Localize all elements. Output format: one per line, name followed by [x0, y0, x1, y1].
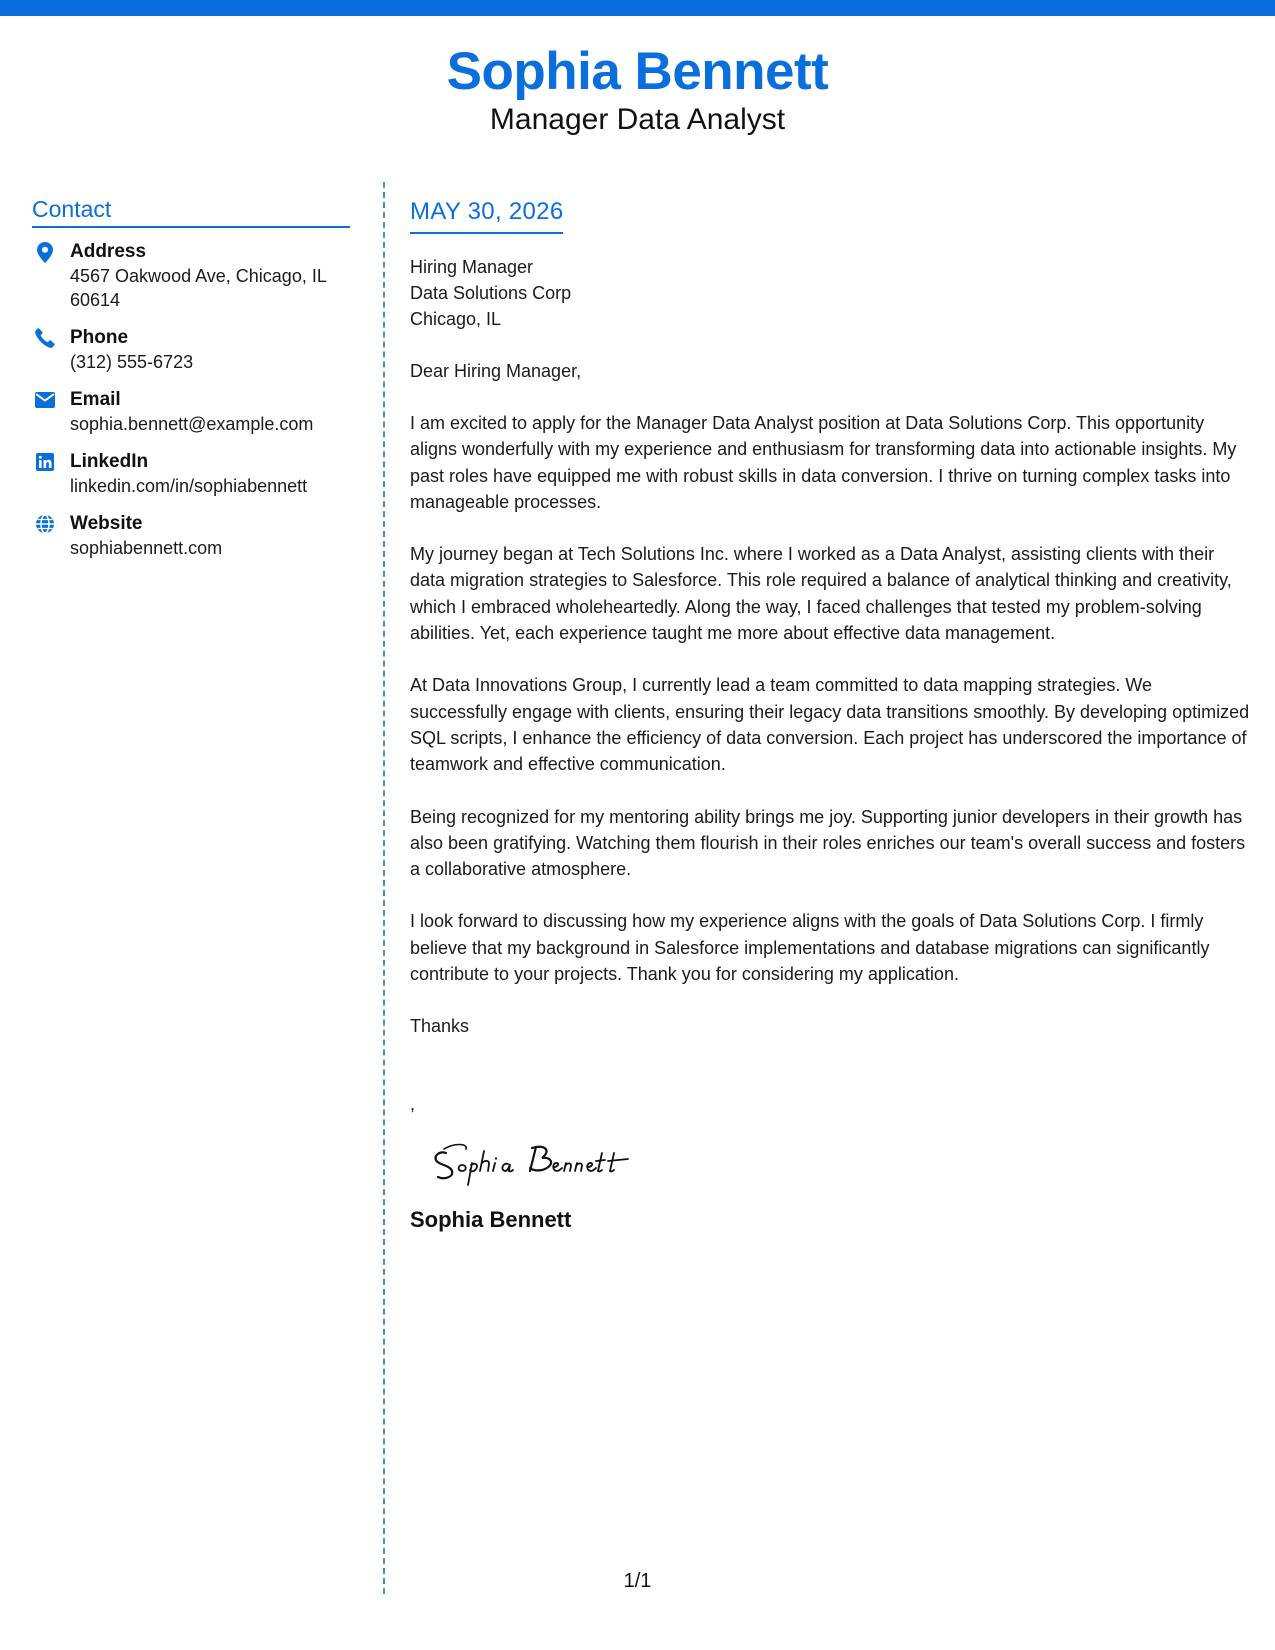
- envelope-icon: [34, 389, 56, 411]
- contact-item-phone: [32, 326, 352, 374]
- letter-paragraph: I look forward to discussing how my experience aligns with the goals of Data Solutions Corp. I firmly believe that my background in Salesforce implementations and database migrations can significantly contribute to your projects. Thank you for considering my application.: [410, 911, 1210, 985]
- page-number: 1/1: [623, 1570, 652, 1592]
- letter-date: MAY 30, 2026: [410, 198, 563, 234]
- candidate-name: Sophia Bennett: [446, 42, 829, 101]
- contact-value: sophiabennett.com: [70, 538, 223, 558]
- map-pin-icon: [34, 241, 56, 263]
- contact-item-email: [32, 388, 352, 436]
- closing: Thanks: [410, 1016, 470, 1037]
- recipient-block: [410, 254, 1250, 332]
- letter-paragraph: At Data Innovations Group, I currently lead a team committed to data mapping strategies. We successfully engage with clients, ensuring their legacy data transitions smoothly. By developing optimized SQL scripts, I enhance the efficiency of data conversion. Each project has underscored the importance of teamwork and effective communication.: [410, 675, 1250, 775]
- closing-comma: ,: [410, 1094, 416, 1115]
- letter-body: [410, 198, 1250, 1233]
- contact-value: 4567 Oakwood Ave, Chicago, IL 60614: [70, 266, 327, 310]
- letter-paragraph: Being recognized for my mentoring ability brings me joy. Supporting junior developers in their growth has also been gratifying. Watching them flourish in their roles enriches our team's overall success and fosters a collaborative atmosphere.: [410, 806, 1246, 880]
- letter-paragraph: My journey began at Tech Solutions Inc. where I worked as a Data Analyst, assisting clients with their data migration strategies to Salesforce. This role required a balance of analytical thinking and creativity, which I embraced wholeheartedly. Along the way, I faced challenges that tested my problem-solving abilities. Yet, each experience taught me more about effective data management.: [410, 544, 1232, 644]
- signer-name: Sophia Bennett: [410, 1207, 572, 1233]
- contact-section-title: Contact: [32, 196, 350, 228]
- contact-label: Email: [70, 389, 121, 410]
- contact-label: Phone: [70, 327, 129, 348]
- salutation: Dear Hiring Manager,: [410, 361, 582, 381]
- contact-item-linkedin: [32, 450, 352, 498]
- letter-paragraph: I am excited to apply for the Manager Data Analyst position at Data Solutions Corp. This opportunity aligns wonderfully with my experience and enthusiasm for transforming data into actionable insights. My past roles have equipped me with robust skills in data conversion. I thrive on turning complex tasks into manageable processes.: [410, 413, 1237, 512]
- contact-list: [32, 240, 352, 560]
- recipient-title: Hiring Manager: [410, 257, 534, 277]
- contact-value: (312) 555-6723: [70, 352, 194, 372]
- contact-item-address: [32, 240, 352, 312]
- candidate-role: Manager Data Analyst: [489, 103, 786, 136]
- page-header: [0, 40, 1275, 138]
- contact-label: LinkedIn: [70, 451, 149, 472]
- contact-value: linkedin.com/in/sophiabennett: [70, 476, 308, 496]
- contact-value: sophia.bennett@example.com: [70, 414, 314, 434]
- phone-icon: [34, 327, 56, 349]
- globe-icon: [34, 513, 56, 535]
- linkedin-icon: [34, 451, 56, 473]
- contact-item-website: [32, 512, 352, 560]
- column-divider: [383, 182, 385, 1594]
- top-accent-bar: [0, 0, 1275, 16]
- handwritten-signature: [424, 1131, 664, 1191]
- recipient-location: Chicago, IL: [410, 309, 502, 329]
- contact-sidebar: [32, 196, 352, 574]
- contact-label: Website: [70, 513, 143, 534]
- contact-label: Address: [70, 241, 147, 262]
- recipient-company: Data Solutions Corp: [410, 283, 572, 303]
